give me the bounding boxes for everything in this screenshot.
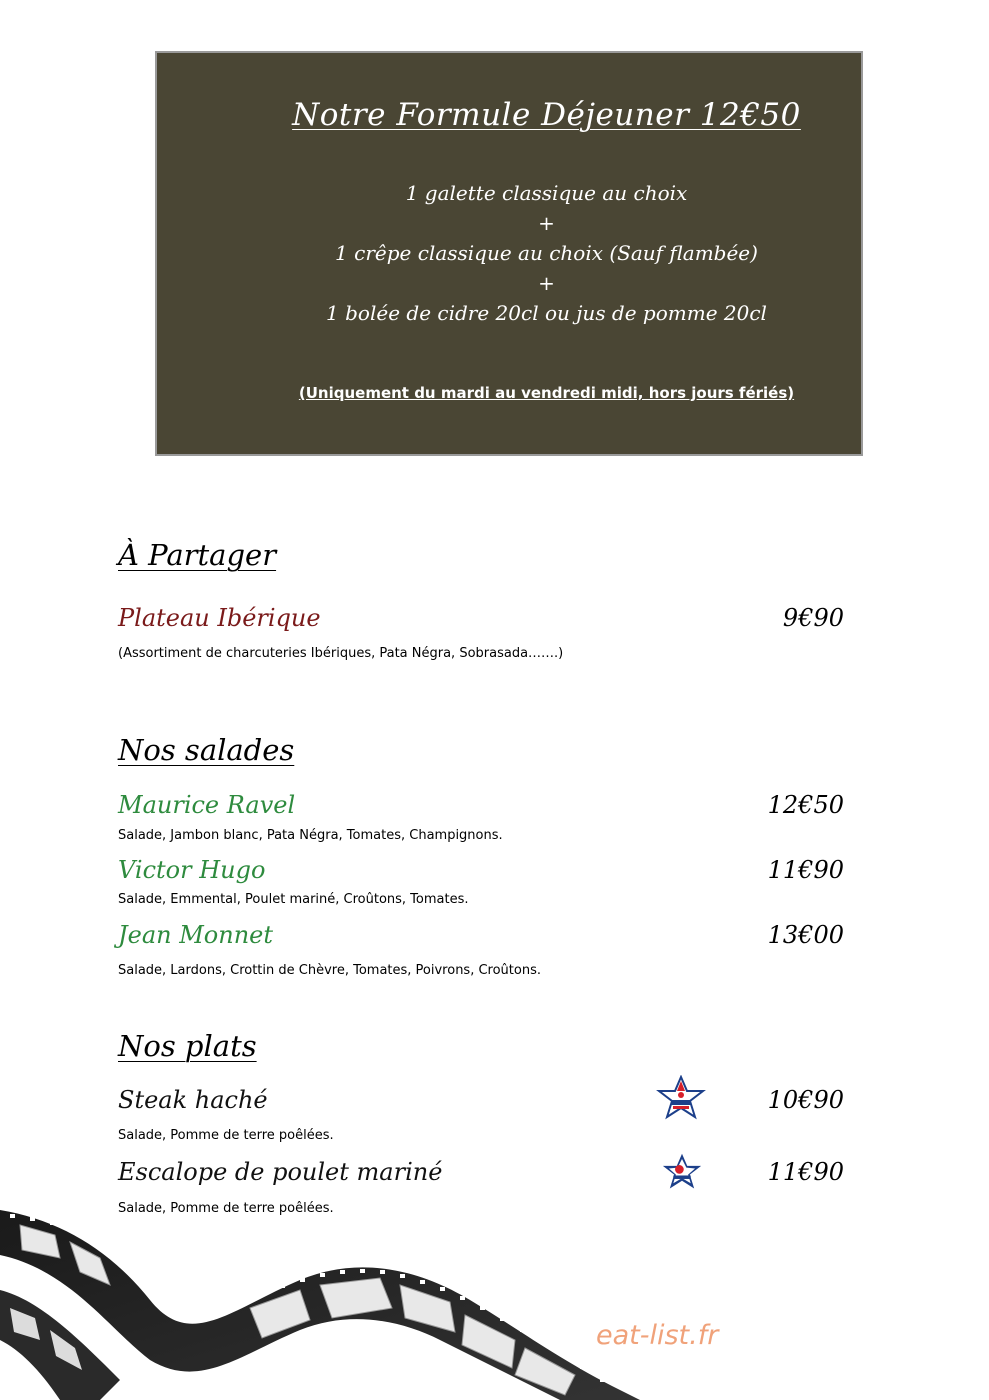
- item-desc-jean-monnet: Salade, Lardons, Crottin de Chèvre, Tomates, Poivrons, Croûtons.: [118, 963, 541, 978]
- item-desc-escalope-poulet: Salade, Pomme de terre poêlées.: [118, 1201, 334, 1216]
- formula-lines: [157, 178, 861, 328]
- formula-title: Notre Formule Déjeuner 12€50: [292, 97, 801, 133]
- section-title-plats: Nos plats: [118, 1029, 257, 1063]
- item-name-plateau-iberique: Plateau Ibérique: [118, 604, 321, 632]
- formula-plus-2: +: [538, 271, 555, 295]
- item-desc-maurice-ravel: Salade, Jambon blanc, Pata Négra, Tomates, Champignons.: [118, 828, 503, 843]
- formula-line-drink: 1 bolée de cidre 20cl ou jus de pomme 20cl: [326, 301, 767, 325]
- formula-line-galette: 1 galette classique au choix: [405, 181, 688, 205]
- item-price-maurice-ravel: 12€50: [767, 791, 844, 819]
- volaille-francaise-logo-icon: [660, 1152, 704, 1192]
- item-price-victor-hugo: 11€90: [767, 856, 844, 884]
- film-strip-decoration: [0, 1190, 640, 1400]
- item-desc-steak-hache: Salade, Pomme de terre poêlées.: [118, 1128, 334, 1143]
- item-desc-victor-hugo: Salade, Emmental, Poulet mariné, Croûtons, Tomates.: [118, 892, 469, 907]
- item-name-maurice-ravel: Maurice Ravel: [118, 791, 296, 819]
- section-title-partager: À Partager: [118, 538, 277, 572]
- item-name-jean-monnet: Jean Monnet: [118, 921, 274, 949]
- item-name-victor-hugo: Victor Hugo: [118, 856, 266, 884]
- formula-plus-1: +: [538, 211, 555, 235]
- item-name-escalope-poulet: Escalope de poulet mariné: [118, 1158, 443, 1186]
- item-price-jean-monnet: 13€00: [767, 921, 844, 949]
- lunch-formula-box: [155, 51, 863, 456]
- item-price-steak-hache: 10€90: [767, 1086, 844, 1114]
- formula-note: (Uniquement du mardi au vendredi midi, hors jours fériés): [298, 384, 795, 402]
- viande-bovine-francaise-logo-icon: [656, 1075, 706, 1121]
- watermark-text: eat-list.fr: [596, 1320, 719, 1351]
- item-desc-plateau-iberique: (Assortiment de charcuteries Ibériques, Pata Négra, Sobrasada…….): [118, 646, 564, 661]
- item-price-plateau-iberique: 9€90: [782, 604, 844, 632]
- formula-line-crepe: 1 crêpe classique au choix (Sauf flambée): [335, 241, 758, 265]
- section-title-salades: Nos salades: [118, 733, 295, 767]
- item-price-escalope-poulet: 11€90: [767, 1158, 844, 1186]
- item-name-steak-hache: Steak haché: [118, 1086, 268, 1114]
